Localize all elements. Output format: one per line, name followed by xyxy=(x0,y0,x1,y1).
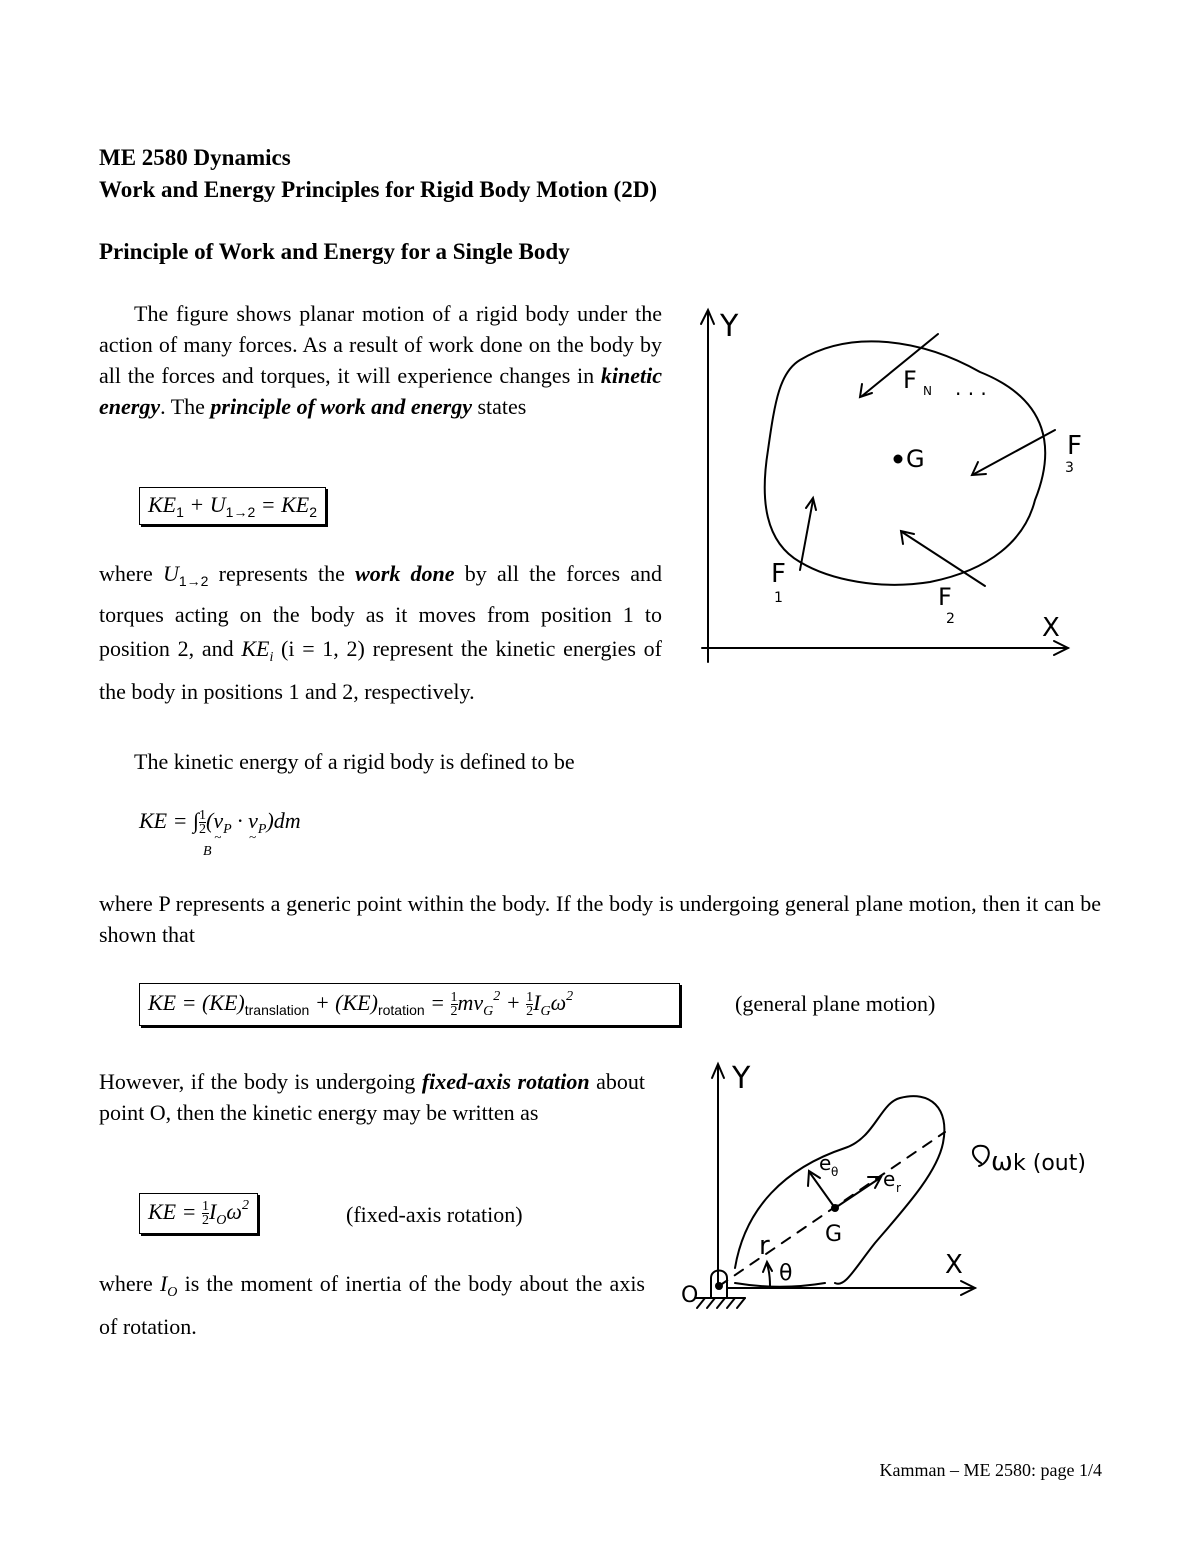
center-label: G xyxy=(906,445,925,473)
fixed-axis-paragraph: However, if the body is undergoing fixed-axis rotation about point O, then the kinetic energy may be written as xyxy=(99,1069,645,1125)
k-out-label: k (out) xyxy=(1013,1151,1086,1176)
where-work-paragraph: where $U_{1\to 2}$ represents the work done by all the forces and torques acting on the body as it moves from position 1 to position 2, and $KE_i$ (i = 1, 2) represent the kinetic energies of the body in positions 1 and 2, respectively. xyxy=(99,561,663,704)
force-1-subscript: 1 xyxy=(774,590,783,606)
x-axis-label-2: X xyxy=(945,1250,963,1280)
omega-k-arrow xyxy=(973,1146,989,1166)
force-3-arrow xyxy=(974,430,1055,474)
document-title: Work and Energy Principles for Rigid Body Motion (2D) xyxy=(99,177,657,202)
fixed-axis-rotation-figure xyxy=(675,1058,1095,1328)
intro-text-3: states xyxy=(471,394,527,419)
force-2-subscript: 2 xyxy=(946,611,955,627)
pivot-dot xyxy=(715,1282,723,1290)
force-2-label: F xyxy=(938,583,952,611)
page-footer: Kamman – ME 2580: page 1/4 xyxy=(879,1460,1102,1480)
work-energy-equation: $KE_1 + U_{1\to 2} = KE_2$ xyxy=(139,487,326,525)
general-plane-motion-equation: KE = $(KE)_{translation} + (KE)_{rotation}$ = $\frac{1}{2}$ $mv_G^2$ + $\frac{1}{2}$ $I_G\omega^2$ xyxy=(139,983,680,1026)
e-r-label: e xyxy=(883,1167,896,1191)
ke-integral-equation: KE = ∫ $\frac{1}{2}$ (v $\sim_P \cdot v$ $\sim_P)dm$ xyxy=(139,808,301,838)
term-principle-work-energy: principle of work and energy xyxy=(210,394,472,419)
e-theta-subscript: θ xyxy=(831,1165,839,1179)
force-3-label: F xyxy=(1067,431,1082,461)
where-p-paragraph: where P represents a generic point within the body. If the body is undergoing general plane motion, then it can be shown that xyxy=(99,891,1101,947)
intro-text-1: The figure shows planar motion of a rigid body under the action of many forces. As a result of work done on the body by all the forces and torques, it will experience changes in xyxy=(99,301,662,388)
e-r-arrow xyxy=(835,1178,880,1208)
term-work-done: work done xyxy=(355,561,455,586)
force-1-label: F xyxy=(771,559,786,589)
e-r-subscript: r xyxy=(896,1181,901,1195)
origin-label: O xyxy=(681,1283,699,1308)
fixed-axis-equation: KE = $\frac{1}{2}$ $I_O\omega^2$ xyxy=(139,1193,258,1234)
omega-label: ω xyxy=(991,1147,1013,1177)
fixed-axis-label: (fixed-axis rotation) xyxy=(346,1202,523,1227)
term-kinetic-energy: kinetic energy xyxy=(99,363,662,419)
rigid-body-forces-figure xyxy=(690,300,1080,670)
y-axis-label-2: Y xyxy=(732,1061,751,1096)
term-fixed-axis-rotation: fixed-axis rotation xyxy=(421,1069,590,1094)
integral-domain-label: B xyxy=(203,844,212,859)
center-label-2: G xyxy=(825,1222,843,1247)
center-of-mass-dot-2 xyxy=(831,1204,839,1212)
force-n-label: F xyxy=(903,366,917,394)
ellipsis-dots: . . . xyxy=(955,376,987,400)
intro-paragraph xyxy=(99,298,662,422)
ke-definition-intro: The kinetic energy of a rigid body is defined to be xyxy=(134,749,575,774)
theta-label: θ xyxy=(779,1261,793,1286)
general-plane-motion-label: (general plane motion) xyxy=(735,991,936,1016)
section-heading: Principle of Work and Energy for a Single Body xyxy=(99,239,570,264)
where-io-paragraph: where $I_O$ is the moment of inertia of the body about the axis of rotation. xyxy=(99,1271,645,1339)
x-axis-label: X xyxy=(1042,613,1060,643)
radius-label: r xyxy=(759,1231,770,1261)
e-theta-label: e xyxy=(819,1151,832,1175)
intro-text-2: . The xyxy=(160,394,211,419)
course-title: ME 2580 Dynamics xyxy=(99,145,291,170)
y-axis-label: Y xyxy=(720,309,739,344)
force-n-subscript: N xyxy=(923,384,932,398)
force-1-arrow xyxy=(800,500,813,570)
force-3-subscript: 3 xyxy=(1065,460,1074,476)
center-of-mass-dot xyxy=(894,455,903,464)
